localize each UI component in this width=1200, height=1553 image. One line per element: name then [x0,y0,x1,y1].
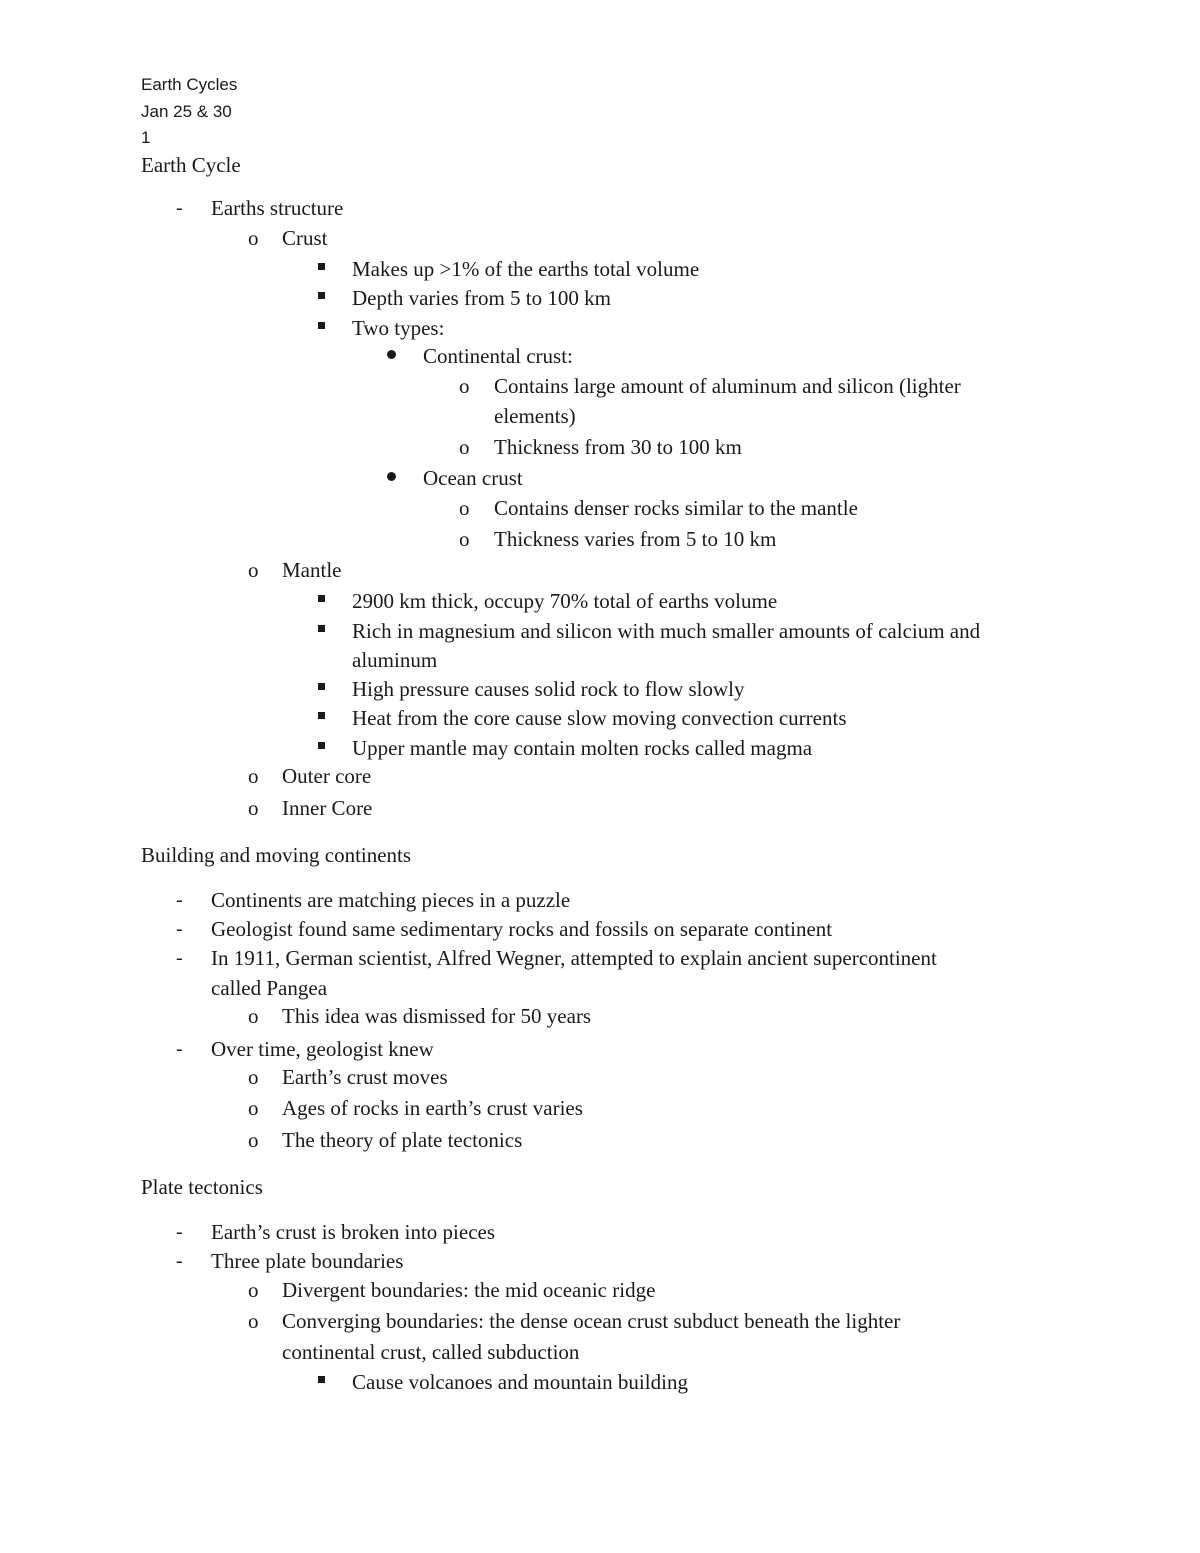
circle-bullet: o [248,796,259,820]
list-item-continuation: aluminum [352,648,438,672]
list-item: Upper mantle may contain molten rocks called magma [352,736,813,760]
square-bullet [318,625,325,632]
list-item: Depth varies from 5 to 100 km [352,286,611,310]
circle-bullet: o [248,1278,259,1302]
circle-bullet: o [459,374,470,398]
list-item: Contains large amount of aluminum and silicon (lighter [494,374,961,398]
section-heading-plate-tectonics: Plate tectonics [141,1175,263,1199]
circle-bullet: o [248,1128,259,1152]
list-item: High pressure causes solid rock to flow slowly [352,677,745,701]
list-item: Divergent boundaries: the mid oceanic ridge [282,1278,656,1302]
list-item: Inner Core [282,796,373,820]
list-item: Contains denser rocks similar to the mantle [494,496,858,520]
list-item: Outer core [282,764,372,788]
list-item: Geologist found same sedimentary rocks and fossils on separate continent [211,917,833,941]
list-item: Converging boundaries: the dense ocean crust subduct beneath the lighter [282,1309,901,1333]
list-item: Three plate boundaries [211,1249,404,1273]
list-item: Thickness varies from 5 to 10 km [494,527,777,551]
list-item: Rich in magnesium and silicon with much smaller amounts of calcium and [352,619,981,643]
square-bullet [318,742,325,749]
circle-bullet: o [248,764,259,788]
section-heading-building-continents: Building and moving continents [141,843,412,867]
dash-bullet: - [176,889,183,911]
list-item: Ages of rocks in earth’s crust varies [282,1096,583,1120]
doc-title: Earth Cycles [141,75,238,94]
list-item: Crust [282,226,328,250]
square-bullet [318,712,325,719]
square-bullet [318,263,325,270]
list-item: Continents are matching pieces in a puzzle [211,888,571,912]
list-item: Makes up >1% of the earths total volume [352,257,700,281]
circle-bullet: o [248,1096,259,1120]
square-bullet [318,683,325,690]
circle-bullet: o [248,1309,259,1333]
list-item: Thickness from 30 to 100 km [494,435,742,459]
circle-bullet: o [248,1004,259,1028]
list-item: Heat from the core cause slow moving convection currents [352,706,847,730]
circle-bullet: o [248,226,259,250]
square-bullet [318,1376,325,1383]
list-item: The theory of plate tectonics [282,1128,523,1152]
dot-bullet [387,350,396,359]
square-bullet [318,292,325,299]
list-item-continuation: elements) [494,404,576,428]
circle-bullet: o [248,1065,259,1089]
list-item: Mantle [282,558,342,582]
list-item: 2900 km thick, occupy 70% total of earths volume [352,589,778,613]
circle-bullet: o [459,527,470,551]
dash-bullet: - [176,1250,183,1272]
doc-number: 1 [141,128,151,147]
section-heading-earth-cycle: Earth Cycle [141,153,241,177]
dash-bullet: - [176,947,183,969]
list-item: Over time, geologist knew [211,1037,434,1061]
list-item: Earth’s crust moves [282,1065,448,1089]
square-bullet [318,322,325,329]
list-item: In 1911, German scientist, Alfred Wegner, attempted to explain ancient supercontinent [211,946,937,970]
dash-bullet: - [176,197,183,219]
dash-bullet: - [176,1221,183,1243]
square-bullet [318,595,325,602]
list-item: Continental crust: [423,344,573,368]
list-item: This idea was dismissed for 50 years [282,1004,592,1028]
dash-bullet: - [176,918,183,940]
list-item: Ocean crust [423,466,523,490]
list-item: Cause volcanoes and mountain building [352,1370,688,1394]
list-item-continuation: called Pangea [211,976,328,1000]
list-item: Earth’s crust is broken into pieces [211,1220,496,1244]
circle-bullet: o [248,558,259,582]
list-item: Two types: [352,316,445,340]
list-item: Earths structure [211,196,344,220]
circle-bullet: o [459,496,470,520]
dot-bullet [387,472,396,481]
list-item-continuation: continental crust, called subduction [282,1340,580,1364]
doc-date: Jan 25 & 30 [141,102,232,121]
circle-bullet: o [459,435,470,459]
dash-bullet: - [176,1038,183,1060]
